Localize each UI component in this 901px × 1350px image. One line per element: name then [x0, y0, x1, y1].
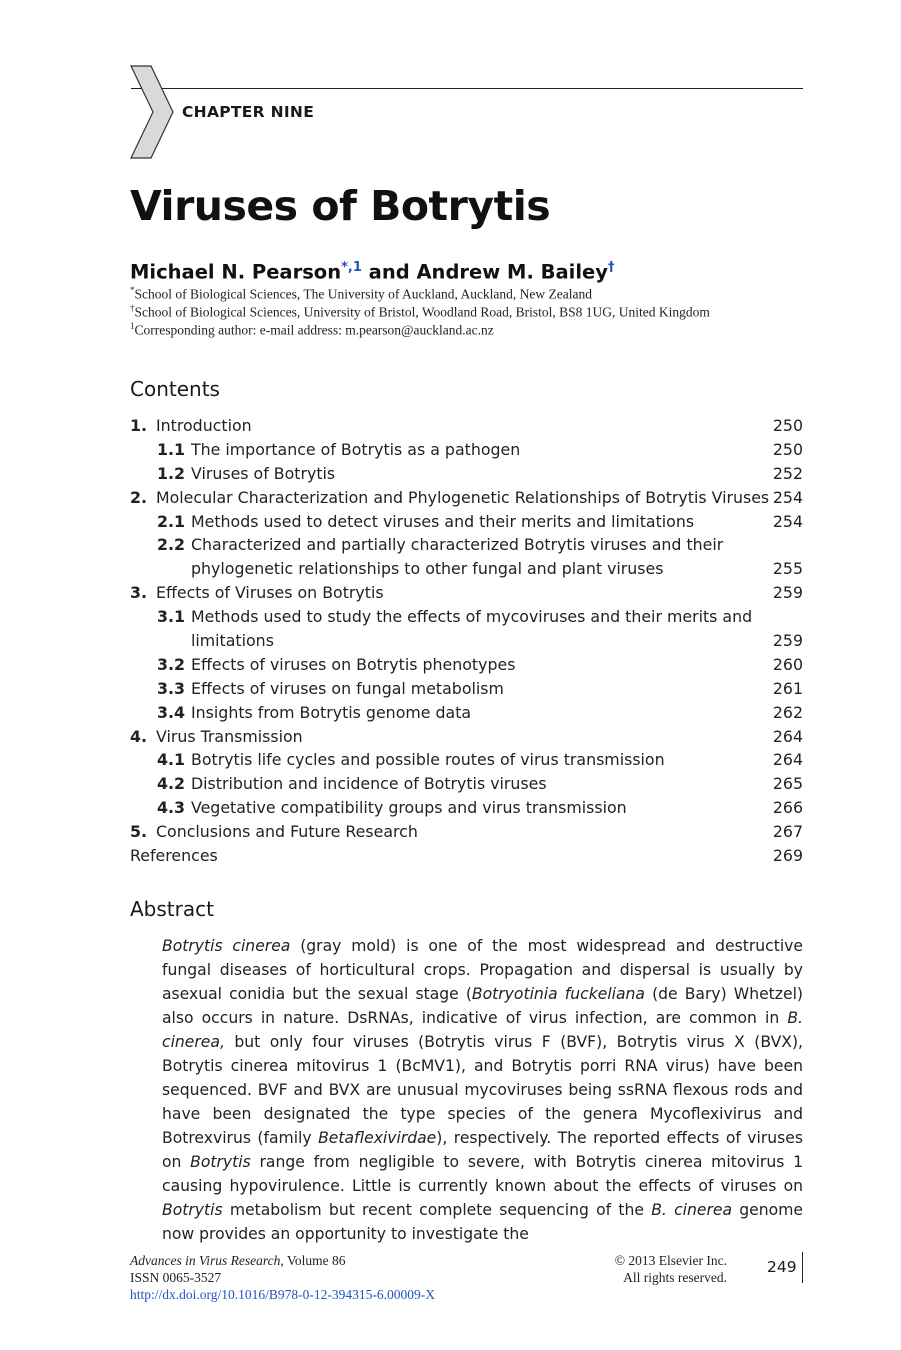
abstract-text: genome now provides an opportunity to investigate the — [162, 1201, 803, 1243]
toc-entry-number: 3. — [130, 583, 147, 603]
toc-entry-number: 1. — [130, 416, 147, 435]
copyright-text: © 2013 Elsevier Inc. — [614, 1253, 727, 1268]
toc-entry-title: phylogenetic relationships to other fungal and plant viruses — [191, 559, 664, 579]
toc-entry-title: Virus Transmission — [156, 726, 303, 746]
affiliation-text: Corresponding author: e-mail address: m.pearson@auckland.ac.nz — [134, 322, 494, 338]
page-number: 249 — [767, 1258, 797, 1276]
abstract-text: range from negligible to severe, with Botrytis cinerea mitovirus 1 causing hypovirulence. Little is currently known about the effects of viruses on — [162, 1153, 803, 1195]
toc-entry-title: Conclusions and Future Research — [156, 822, 418, 842]
toc-entry-number: 3.4 — [157, 702, 185, 722]
toc-entry-title: Effects of viruses on Botrytis phenotypes — [191, 654, 516, 674]
toc-entry-number: 2.1 — [157, 511, 185, 531]
toc-entry-page: 250 — [772, 416, 803, 435]
affiliation-text: School of Biological Sciences, University of Bristol, Woodland Road, Bristol, BS8 1UG, United Kingdom — [134, 304, 710, 320]
toc-entry-page: 261 — [772, 678, 803, 698]
toc-entry-number: 3.3 — [157, 678, 185, 698]
abstract-italic-term: Botrytis cinerea — [162, 937, 291, 955]
toc-entry-page: 267 — [772, 822, 803, 842]
abstract-body — [162, 934, 803, 1246]
toc-entry-title: Viruses of Botrytis — [191, 463, 336, 483]
toc-entry-number: 1.1 — [157, 439, 185, 459]
affiliation-mark: 1 — [130, 321, 135, 331]
toc-entry[interactable] — [130, 462, 803, 486]
toc-entry-number: 2. — [130, 487, 147, 507]
abstract-italic-term: Betaflexivirdae — [318, 1129, 437, 1147]
toc-entry-page: 264 — [772, 750, 803, 770]
footer-copyright — [615, 1252, 727, 1286]
toc-entry[interactable] — [130, 796, 803, 820]
toc-entry-page: 265 — [772, 774, 803, 794]
toc-entry[interactable] — [130, 820, 803, 844]
toc-entry[interactable] — [130, 748, 803, 772]
abstract-text: (gray mold) is one of the most widespread and destructive fungal diseases of horticultural crops. Propagation and dispersal is usually by asexual conidia but the sexual stage ( — [162, 937, 803, 1003]
page-title: Viruses of Botrytis — [130, 182, 551, 230]
toc-entry[interactable] — [130, 486, 803, 510]
abstract-italic-term: Botrytis — [190, 1153, 251, 1171]
author-affiliation-mark[interactable]: *,1 — [341, 260, 362, 275]
abstract-italic-term: B. cinerea, — [162, 1009, 803, 1051]
toc-entry-title: limitations — [191, 631, 274, 651]
affiliation-text: School of Biological Sciences, The University of Auckland, Auckland, New Zealand — [134, 286, 593, 302]
abstract-text: but only four viruses (Botrytis virus F (BVF), Botrytis virus X (BVX), Botrytis cinerea mitovirus 1 (BcMV1), and Botrytis porri RNA virus) have been sequenced. BVF and BVX are unusual mycoviruses being ssRNA flexous rods and have been designated the type species of the genera Mycoflexivirus and Botrexvirus (family — [162, 1033, 803, 1147]
toc-entry-title: References — [130, 846, 218, 866]
toc-entry[interactable] — [130, 844, 803, 868]
toc-entry-page: 254 — [772, 511, 803, 531]
toc-entry[interactable] — [130, 701, 803, 725]
abstract-paragraph — [162, 934, 803, 1246]
toc-entry-number: 4. — [130, 726, 147, 746]
chapter-header-rule — [131, 88, 803, 89]
author-conjunction: and — [361, 260, 417, 284]
toc-entry-title: Effects of Viruses on Botrytis — [156, 583, 384, 603]
author-line — [130, 260, 614, 284]
toc-entry-page: 266 — [772, 798, 803, 818]
toc-entry-title: Introduction — [156, 416, 252, 435]
toc-entry[interactable] — [130, 533, 803, 557]
journal-volume: , Volume 86 — [280, 1253, 346, 1268]
footer-citation — [130, 1252, 435, 1303]
toc-entry-title: Methods used to study the effects of mycoviruses and their merits and — [191, 607, 753, 627]
toc-entry-title: Vegetative compatibility groups and virus transmission — [191, 798, 627, 818]
toc-entry-number: 5. — [130, 822, 147, 842]
affiliation — [130, 303, 710, 321]
toc-entry-page: 259 — [772, 631, 803, 651]
toc-entry-page: 269 — [772, 846, 803, 866]
toc-entry[interactable] — [130, 605, 803, 629]
toc-entry-continuation[interactable] — [130, 557, 803, 581]
toc-entry-page: 262 — [772, 702, 803, 722]
toc-entry-title: The importance of Botrytis as a pathogen — [191, 439, 521, 459]
issn: ISSN 0065-3527 — [130, 1270, 222, 1285]
toc-entry-title: Characterized and partially characterized Botrytis viruses and their — [191, 535, 724, 555]
toc-entry[interactable] — [130, 414, 803, 438]
abstract-text: ), respectively. The reported effects of viruses on — [162, 1129, 803, 1171]
toc-entry-title: Insights from Botrytis genome data — [191, 702, 472, 722]
abstract-text: (de Bary) Whetzel) also occurs in nature. DsRNAs, indicative of virus infection, are common in — [162, 985, 803, 1027]
toc-entry-number: 4.1 — [157, 750, 185, 770]
author-affiliation-mark[interactable]: † — [607, 260, 615, 275]
page-number-rule — [802, 1252, 803, 1283]
toc-entry-page: 255 — [772, 559, 803, 579]
journal-name: Advances in Virus Research — [130, 1253, 281, 1268]
toc-entry-number: 2.2 — [157, 535, 185, 555]
author-name: Andrew M. Bailey — [416, 260, 608, 284]
abstract-heading: Abstract — [130, 897, 214, 921]
toc-entry-number: 1.2 — [157, 463, 185, 483]
affiliation — [130, 285, 592, 303]
toc-entry-number: 4.2 — [157, 774, 185, 794]
toc-entry[interactable] — [130, 510, 803, 534]
abstract-italic-term: Botrytis — [162, 1201, 223, 1219]
rights-text: All rights reserved. — [623, 1270, 727, 1285]
toc-entry[interactable] — [130, 677, 803, 701]
abstract-italic-term: Botryotinia fuckeliana — [471, 985, 645, 1003]
abstract-italic-term: B. cinerea — [651, 1201, 733, 1219]
doi-link[interactable]: http://dx.doi.org/10.1016/B978-0-12-394315-6.00009-X — [130, 1287, 435, 1302]
toc-entry[interactable] — [130, 725, 803, 749]
affiliation — [130, 321, 494, 339]
author-name: Michael N. Pearson — [130, 260, 342, 284]
toc-entry-continuation[interactable] — [130, 629, 803, 653]
toc-entry-page: 250 — [772, 439, 803, 459]
toc-entry-title: Botrytis life cycles and possible routes of virus transmission — [191, 750, 665, 770]
toc-entry-number: 3.2 — [157, 654, 185, 674]
affiliation-mark: † — [130, 303, 135, 313]
toc-entry-title: Distribution and incidence of Botrytis viruses — [191, 774, 547, 794]
toc-entry[interactable] — [130, 581, 803, 605]
toc-entry-page: 264 — [772, 726, 803, 746]
affiliation-mark: * — [130, 285, 135, 295]
toc-entry[interactable] — [130, 653, 803, 677]
chapter-chevron-icon — [129, 64, 175, 160]
contents-heading: Contents — [130, 377, 220, 401]
toc-entry-title: Methods used to detect viruses and their merits and limitations — [191, 511, 695, 531]
toc-entry-page: 259 — [772, 583, 803, 603]
abstract-text: metabolism but recent complete sequencing of the — [222, 1201, 652, 1219]
chapter-label: CHAPTER NINE — [182, 103, 315, 121]
table-of-contents — [130, 414, 803, 868]
toc-entry-title: Molecular Characterization and Phylogenetic Relationships of Botrytis Viruses — [156, 487, 770, 507]
toc-entry-number: 4.3 — [157, 798, 185, 818]
toc-entry[interactable] — [130, 772, 803, 796]
toc-entry-page: 254 — [772, 487, 803, 507]
toc-entry-page: 252 — [772, 463, 803, 483]
toc-entry-page: 260 — [772, 654, 803, 674]
toc-entry[interactable] — [130, 438, 803, 462]
toc-entry-number: 3.1 — [157, 607, 185, 627]
toc-entry-title: Effects of viruses on fungal metabolism — [191, 678, 504, 698]
